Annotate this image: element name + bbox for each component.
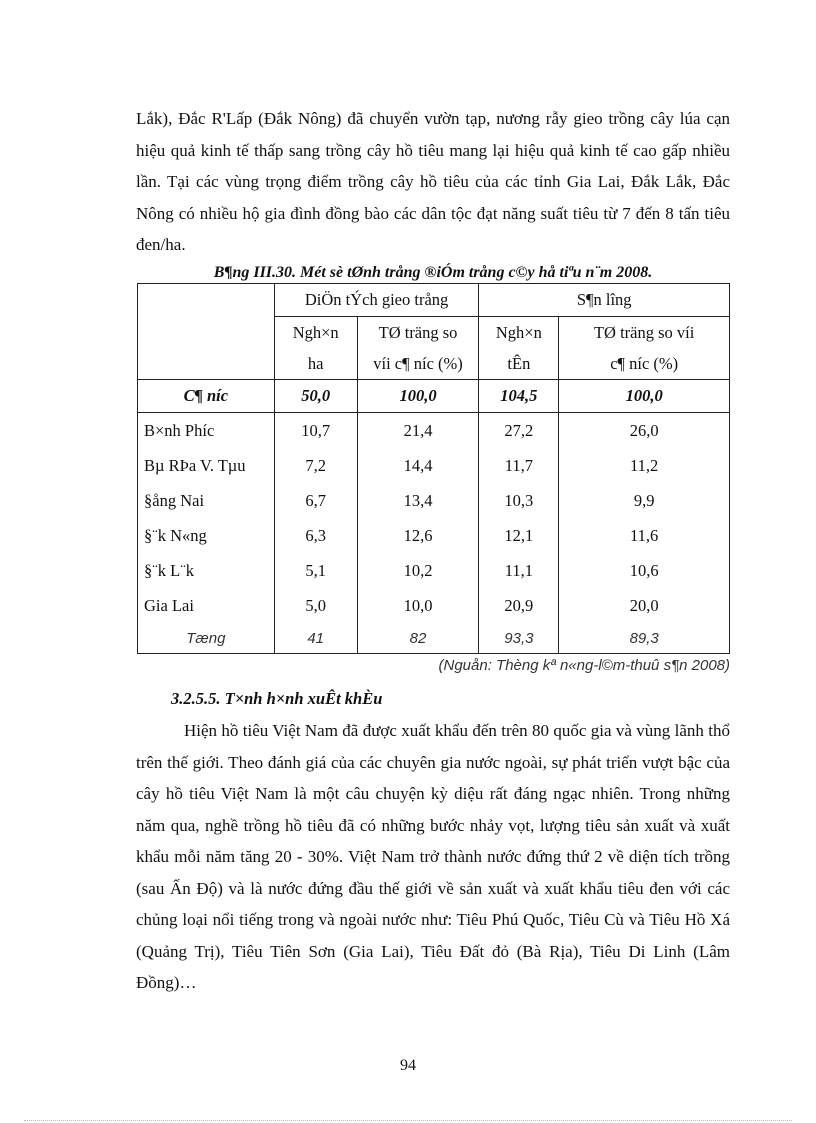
row-name: Gia Lai bbox=[138, 588, 275, 623]
cell-area-pct: 13,4 bbox=[357, 483, 479, 518]
cell-output-pct: 11,6 bbox=[559, 518, 730, 553]
cell-area-pct: 100,0 bbox=[357, 380, 479, 413]
group-header-output: S¶n lîng bbox=[479, 284, 730, 317]
cell-area-pct: 10,0 bbox=[357, 588, 479, 623]
cell-area-pct: 14,4 bbox=[357, 448, 479, 483]
cell-area-pct: 82 bbox=[357, 623, 479, 654]
cell-output-pct: 20,0 bbox=[559, 588, 730, 623]
cell-output: 93,3 bbox=[479, 623, 559, 654]
table-row bbox=[138, 448, 730, 483]
group-header-area: DiÖn tÝch gieo trång bbox=[274, 284, 479, 317]
table-source-note: (Nguån: Thèng kª n«ng-l©m-thuû s¶n 2008) bbox=[438, 657, 730, 674]
cell-area: 5,1 bbox=[274, 553, 357, 588]
table-row-total bbox=[138, 380, 730, 413]
cell-area: 5,0 bbox=[274, 588, 357, 623]
row-name: §¨k N«ng bbox=[138, 518, 275, 553]
cell-output-pct: 11,2 bbox=[559, 448, 730, 483]
body-paragraph-1: Lắk), Đắc R'Lấp (Đắk Nông) đã chuyển vườn tạp, nương rẫy gieo trồng cây lúa cạn hiệu quả kinh tế thấp sang trồng cây hồ tiêu mang lại hiệu quả kinh tế cao gấp nhiều lần. Tại các vùng trọng điểm trồng cây hồ tiêu của các tỉnh Gia Lai, Đắk Lắk, Đắc Nông có nhiều hộ gia đình đồng bào các dân tộc đạt năng suất tiêu từ 7 đến 8 tấn tiêu đen/ha. bbox=[136, 109, 730, 254]
page-number: 94 bbox=[400, 1057, 416, 1074]
table-row bbox=[138, 588, 730, 623]
table-caption: B¶ng III.30. Mét sè tØnh trång ®iÓm trång c©y hå tiªu n¨m 2008. bbox=[213, 264, 653, 281]
row-name: Tæng bbox=[138, 623, 275, 654]
cell-output: 11,1 bbox=[479, 553, 559, 588]
cell-area: 10,7 bbox=[274, 413, 357, 449]
cell-output: 11,7 bbox=[479, 448, 559, 483]
row-name: §¨k L¨k bbox=[138, 553, 275, 588]
table-row-sum bbox=[138, 623, 730, 654]
cell-output-pct: 26,0 bbox=[559, 413, 730, 449]
row-name: Bµ RÞa V. Tµu bbox=[138, 448, 275, 483]
cell-area: 7,2 bbox=[274, 448, 357, 483]
row-name: B×nh Phíc bbox=[138, 413, 275, 449]
sub-header-output-pct: TØ träng so víi c¶ níc (%) bbox=[559, 317, 730, 380]
cell-output: 104,5 bbox=[479, 380, 559, 413]
cell-output-pct: 9,9 bbox=[559, 483, 730, 518]
section-heading: 3.2.5.5. T×nh h×nh xuÊt khÈu bbox=[171, 689, 383, 708]
table-row bbox=[138, 518, 730, 553]
table-row bbox=[138, 413, 730, 449]
row-name: C¶ níc bbox=[138, 380, 275, 413]
cell-area-pct: 10,2 bbox=[357, 553, 479, 588]
pepper-provinces-table bbox=[137, 283, 730, 654]
cell-output: 10,3 bbox=[479, 483, 559, 518]
cell-area: 6,3 bbox=[274, 518, 357, 553]
table-corner-cell bbox=[138, 284, 275, 380]
cell-output-pct: 89,3 bbox=[559, 623, 730, 654]
sub-header-area-pct: TØ träng so víi c¶ níc (%) bbox=[357, 317, 479, 380]
page-bottom-divider bbox=[24, 1120, 792, 1121]
cell-output: 12,1 bbox=[479, 518, 559, 553]
table-row bbox=[138, 553, 730, 588]
sub-header-area: Ngh×n ha bbox=[274, 317, 357, 380]
cell-area-pct: 12,6 bbox=[357, 518, 479, 553]
row-name: §ång Nai bbox=[138, 483, 275, 518]
cell-area: 6,7 bbox=[274, 483, 357, 518]
cell-output: 27,2 bbox=[479, 413, 559, 449]
cell-output-pct: 100,0 bbox=[559, 380, 730, 413]
body-paragraph-2: Hiện hồ tiêu Việt Nam đã được xuất khẩu đến trên 80 quốc gia và vùng lãnh thổ trên thế giới. Theo đánh giá của các chuyên gia nước ngoài, sự phát triển vượt bậc của cây hồ tiêu Việt Nam là một câu chuyện kỳ diệu rất đáng ngạc nhiên. Trong những năm qua, nghề trồng hồ tiêu đã có những bước nhảy vọt, lượng tiêu sản xuất và xuất khẩu mỗi năm tăng 20 - 30%. Việt Nam trở thành nước đứng thứ 2 về diện tích trồng (sau Ấn Độ) và là nước đứng đầu thế giới về sản xuất và xuất khẩu tiêu đen với các chủng loại nổi tiếng trong và ngoài nước như: Tiêu Phú Quốc, Tiêu Cù và Tiêu Hồ Xá (Quảng Trị), Tiêu Tiên Sơn (Gia Lai), Tiêu Đất đỏ (Bà Rịa), Tiêu Di Linh (Lâm Đồng)… bbox=[136, 721, 730, 992]
table-row bbox=[138, 483, 730, 518]
cell-output-pct: 10,6 bbox=[559, 553, 730, 588]
sub-header-output: Ngh×n tÊn bbox=[479, 317, 559, 380]
cell-output: 20,9 bbox=[479, 588, 559, 623]
cell-area-pct: 21,4 bbox=[357, 413, 479, 449]
cell-area: 41 bbox=[274, 623, 357, 654]
cell-area: 50,0 bbox=[274, 380, 357, 413]
